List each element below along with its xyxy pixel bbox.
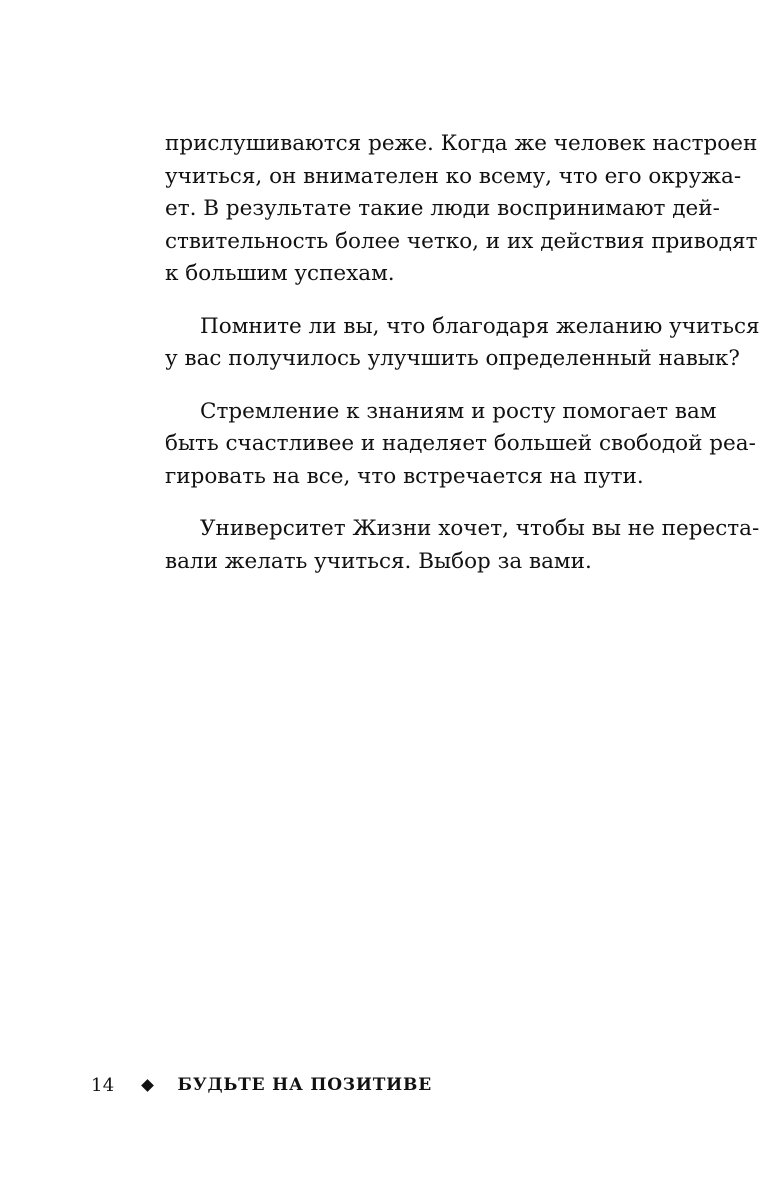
text-line: ет. В результате такие люди воспринимают дей- [165,196,720,221]
running-title: БУДЬТЕ НА ПОЗИТИВЕ [177,1075,432,1095]
text-line: Помните ли вы, что благодаря желанию учиться [200,313,760,339]
text-line: Стремление к знаниям и росту помогает вам [200,398,717,424]
text-line: быть счастливее и наделяет большей свободой реа- [165,431,756,456]
text-line: гировать на все, что встречается на пути. [165,463,644,489]
body-text [165,128,760,598]
paragraph [165,311,760,376]
text-line: учиться, он внимателен ко всему, что его окружа- [165,163,742,189]
paragraph [165,513,760,578]
text-line: к большим успехам. [165,261,395,286]
text-line: у вас получилось улучшить определенный навык? [165,346,740,371]
text-line: вали желать учиться. Выбор за вами. [165,548,592,574]
text-line: прислушиваются реже. Когда же человек настроен [165,131,758,156]
text-line: Университет Жизни хочет, чтобы вы не переста- [200,516,760,541]
diamond-icon [141,1079,154,1092]
text-line: ствительность более четко, и их действия приводят [165,228,758,254]
page-footer [91,1070,432,1100]
paragraph [165,396,756,494]
paragraph [165,128,758,291]
page-number: 14 [91,1074,115,1096]
